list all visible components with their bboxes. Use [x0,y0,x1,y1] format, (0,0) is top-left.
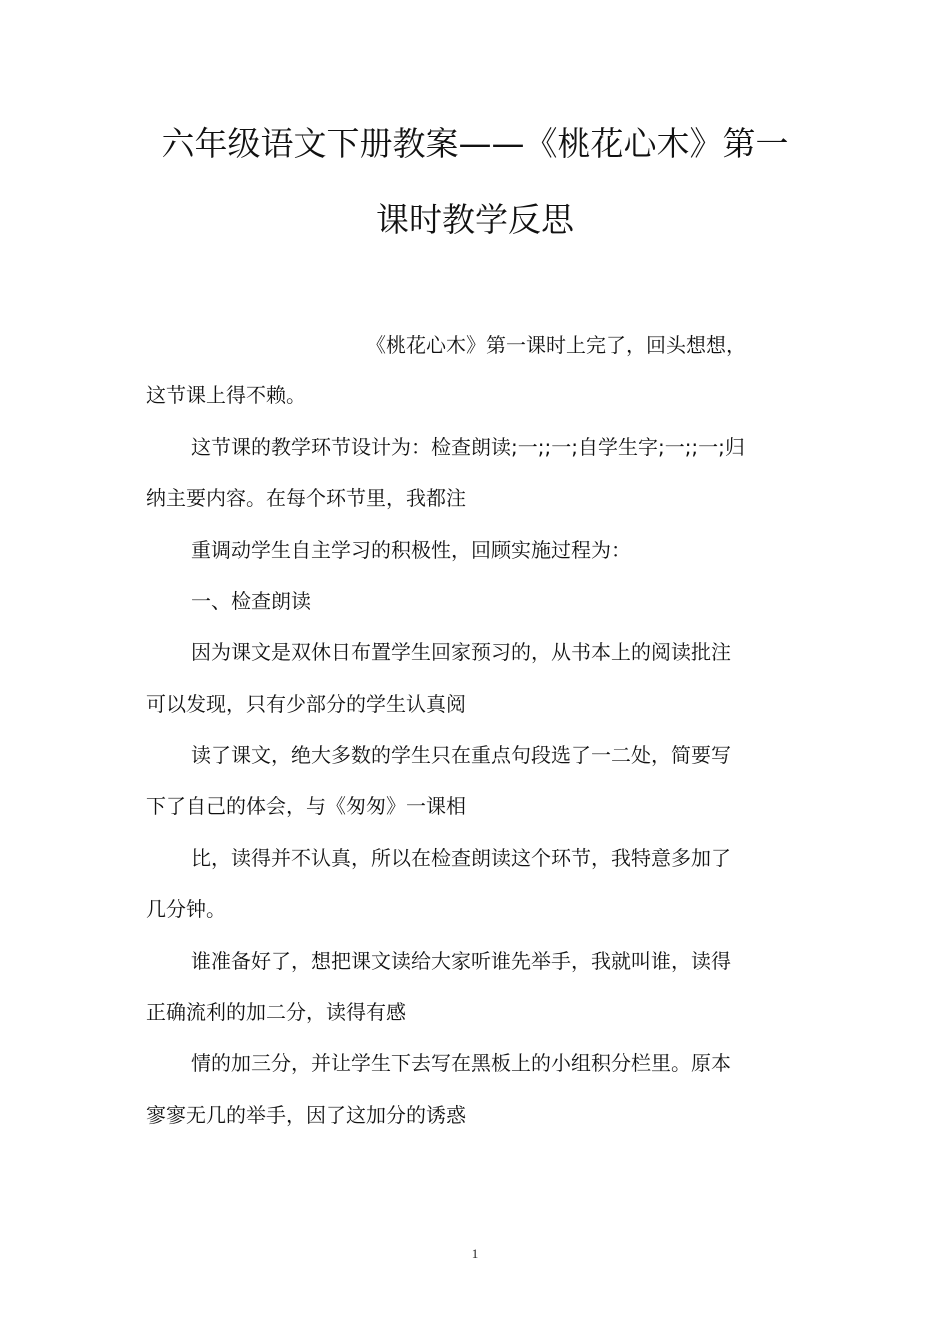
body-line: 因为课文是双休日布置学生回家预习的，从书本上的阅读批注 [191,640,731,664]
body-line: 情的加三分，并让学生下去写在黑板上的小组积分栏里。原本 [191,1051,731,1075]
body-line: 这节课的教学环节设计为：检查朗读;一;;一;自学生字;一;;一;归 [191,435,745,459]
body-line: 纳主要内容。在每个环节里，我都注 [146,486,466,510]
body-line: 寥寥无几的举手，因了这加分的诱惑 [146,1103,466,1127]
document-title-line-2: 课时教学反思 [376,200,574,239]
body-line: 下了自己的体会，与《匆匆》一课相 [146,794,466,818]
page-number: 1 [471,1246,479,1261]
document-title-line-1: 六年级语文下册教案——《桃花心木》第一 [161,124,789,163]
body-line: 谁准备好了，想把课文读给大家听谁先举手，我就叫谁，读得 [191,949,731,973]
body-line: 正确流利的加二分，读得有感 [146,1000,406,1024]
body-line: 可以发现，只有少部分的学生认真阅 [146,692,466,716]
section-heading: 一、检查朗读 [191,589,311,613]
body-line: 这节课上得不赖。 [146,383,306,407]
body-line: 读了课文，绝大多数的学生只在重点句段选了一二处，简要写 [191,743,731,767]
body-line: 几分钟。 [146,897,226,921]
body-line: 比，读得并不认真，所以在检查朗读这个环节，我特意多加了 [191,846,731,870]
body-line: 《桃花心木》第一课时上完了，回头想想， [366,333,746,357]
body-line: 重调动学生自主学习的积极性，回顾实施过程为： [191,538,631,562]
